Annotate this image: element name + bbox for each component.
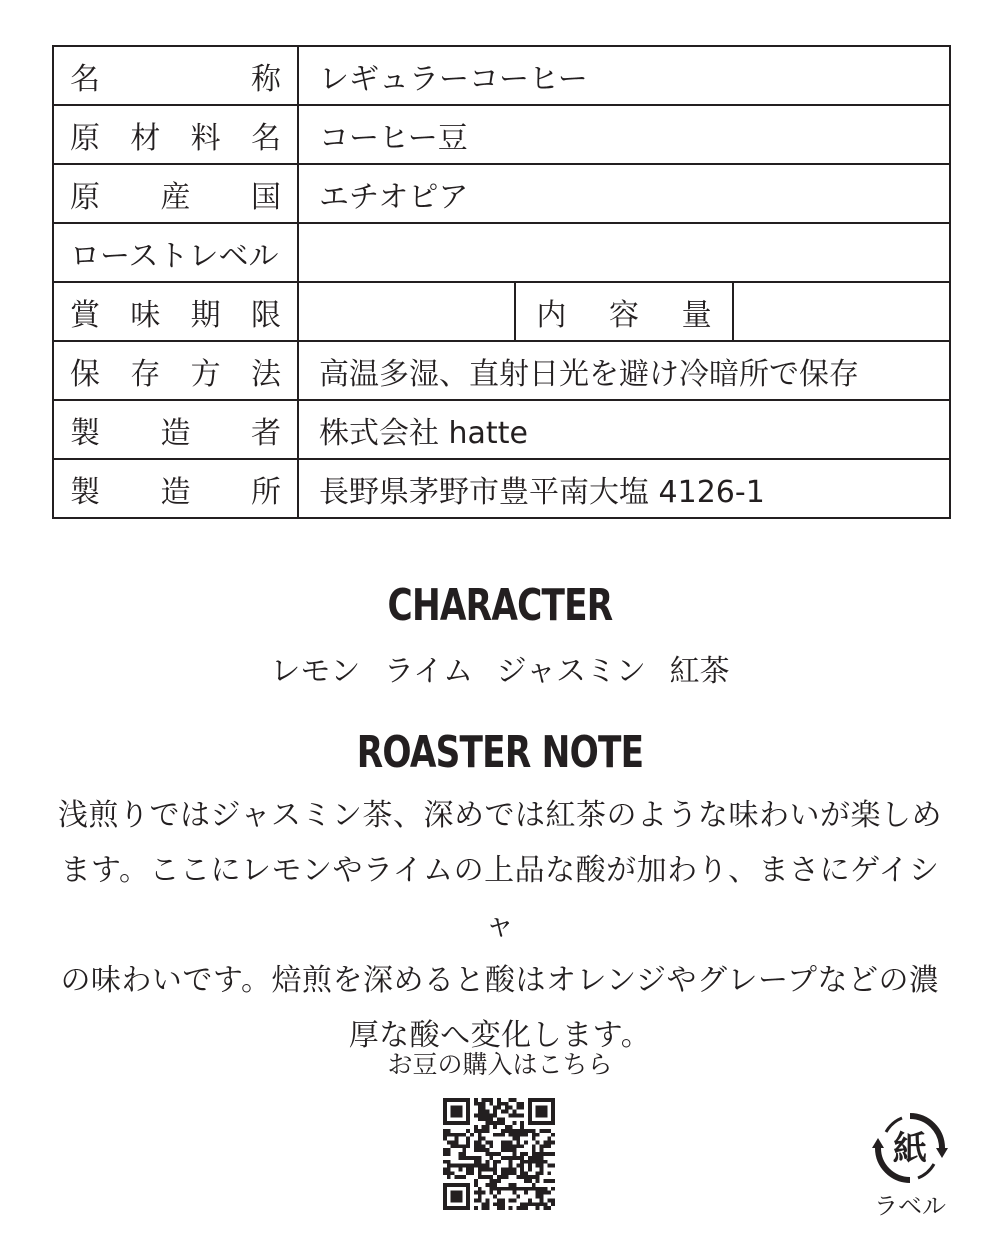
recycle-mark-text: 紙 [893, 1129, 927, 1169]
info-label [53, 164, 298, 223]
info-label-char: ローストレベル [70, 238, 279, 274]
info-label-char: 原 [70, 120, 100, 156]
info-value: 高温多湿、直射日光を避け冷暗所で保存 [298, 341, 950, 400]
capacity-label [515, 282, 732, 341]
roaster-note-line: 厚な酸へ変化します。 [348, 1018, 652, 1053]
capacity-label-char: 量 [681, 297, 712, 333]
info-label [53, 400, 298, 459]
info-value: レギュラーコーヒー [298, 46, 950, 105]
paper-recycle-icon [872, 1110, 948, 1186]
info-label-char: 造 [160, 474, 191, 510]
info-label-char: 製 [70, 415, 100, 451]
info-row [53, 341, 950, 400]
info-label-char: 限 [250, 297, 281, 333]
info-label [53, 282, 298, 341]
info-value [298, 282, 515, 341]
roaster-note-text [48, 788, 952, 1063]
info-label-char: 者 [251, 415, 281, 451]
info-value: コーヒー豆 [298, 105, 950, 164]
character-title: CHARACTER [387, 580, 613, 631]
info-label [53, 341, 298, 400]
info-row [53, 223, 950, 282]
info-value [298, 223, 950, 282]
info-row [53, 282, 950, 341]
info-label-char: 存 [130, 356, 161, 392]
capacity-label-char: 容 [608, 297, 639, 333]
character-notes [0, 646, 1000, 690]
info-label-char: 所 [251, 474, 281, 510]
info-label-char: 製 [70, 474, 100, 510]
product-info-table [52, 45, 951, 519]
info-label [53, 105, 298, 164]
info-label-char: 味 [130, 297, 161, 333]
character-note: ライム [383, 654, 474, 689]
info-label-char: 産 [160, 179, 191, 215]
info-value: エチオピア [298, 164, 950, 223]
info-label-char: 国 [251, 179, 281, 215]
info-row [53, 105, 950, 164]
roaster-note-title: ROASTER NOTE [356, 727, 644, 778]
info-label [53, 46, 298, 105]
info-row [53, 164, 950, 223]
roaster-note-line: ます。ここにレモンやライムの上品な酸が加わり、まさにゲイシャ [60, 853, 940, 943]
info-value: 長野県茅野市豊平南大塩 4126-1 [298, 459, 950, 518]
character-note: ジャスミン [496, 654, 647, 689]
qr-code-icon[interactable] [443, 1098, 555, 1210]
product-info-body [53, 46, 950, 518]
info-value: 株式会社 hatte [298, 400, 950, 459]
info-label-char: 保 [70, 356, 100, 392]
info-row [53, 459, 950, 518]
info-label-char: 法 [250, 356, 281, 392]
capacity-value [733, 282, 950, 341]
capacity-label-char: 内 [536, 297, 567, 333]
info-label-char: 材 [130, 120, 161, 156]
info-label [53, 459, 298, 518]
info-label-char: 造 [160, 415, 191, 451]
info-label-char: 方 [190, 356, 221, 392]
character-note: レモン [270, 654, 361, 689]
info-label-char: 称 [251, 61, 281, 97]
info-label-char: 料 [190, 120, 221, 156]
purchase-text: お豆の購入はこちら [387, 1050, 613, 1079]
info-label-char: 期 [190, 297, 221, 333]
info-label-char: 原 [70, 179, 100, 215]
info-label-char: 賞 [70, 297, 100, 333]
info-label-char: 名 [70, 61, 100, 97]
info-row [53, 400, 950, 459]
info-label-char: 名 [250, 120, 281, 156]
character-note: 紅茶 [669, 654, 730, 689]
info-row [53, 46, 950, 105]
recycle-label: ラベル [874, 1192, 946, 1220]
roaster-note-line: の味わいです。焙煎を深めると酸はオレンジやグレープなどの濃 [60, 963, 940, 998]
roaster-note-line: 浅煎りではジャスミン茶、深めでは紅茶のような味わいが楽しめ [58, 798, 942, 833]
info-label [53, 223, 298, 282]
